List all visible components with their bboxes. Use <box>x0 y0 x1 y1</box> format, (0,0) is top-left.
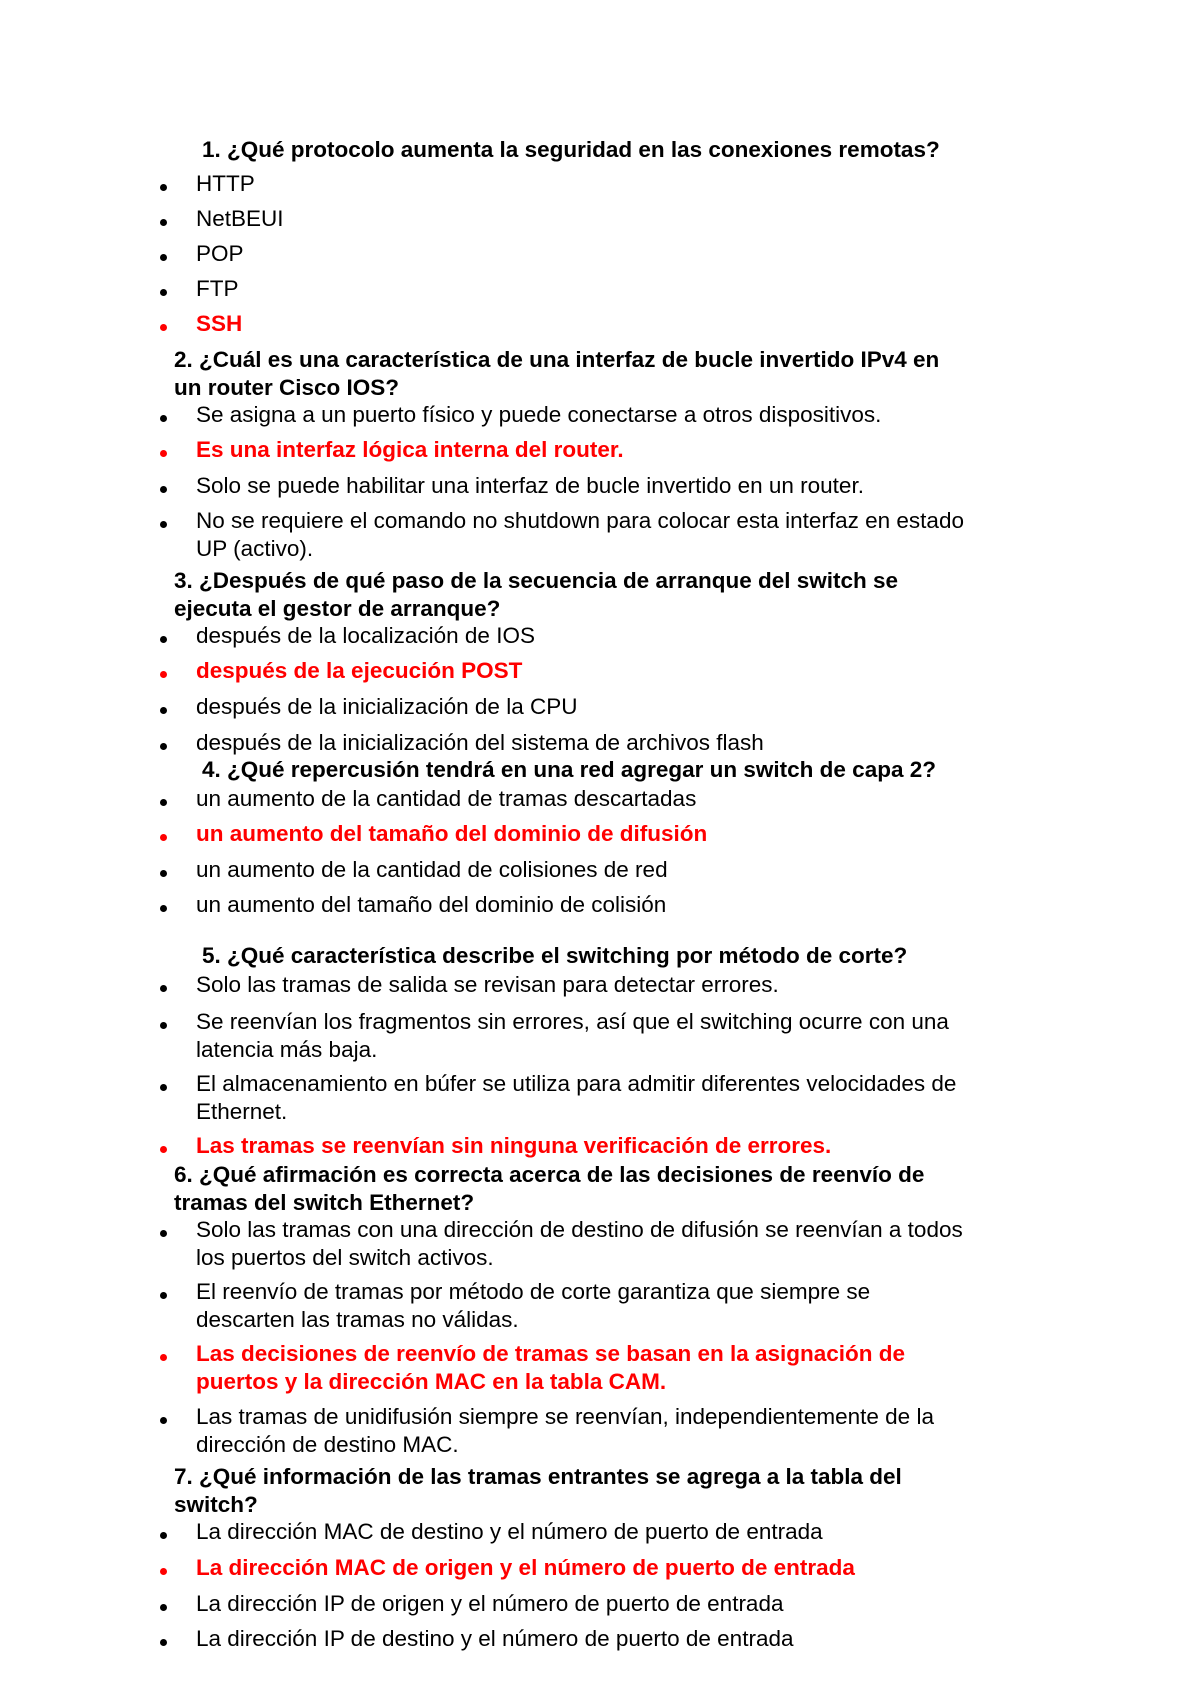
q5-option-3: El almacenamiento en búfer se utiliza para admitir diferentes velocidades de <box>196 1071 957 1096</box>
q6-option-4: Las tramas de unidifusión siempre se reenvían, independientemente de la <box>196 1404 934 1429</box>
q6-option-1: Solo las tramas con una dirección de destino de difusión se reenvían a todos <box>196 1217 963 1242</box>
q7-option-4: La dirección IP de destino y el número de puerto de entrada <box>196 1626 794 1651</box>
bullet-icon <box>160 1417 167 1424</box>
q5-option-1: Solo las tramas de salida se revisan para detectar errores. <box>196 972 779 997</box>
bullet-icon <box>160 799 167 806</box>
bullet-icon <box>160 486 167 493</box>
q1-option-1: HTTP <box>196 171 255 196</box>
q4-option-4: un aumento del tamaño del dominio de colisión <box>196 892 667 917</box>
q6-correct-answer-cont: puertos y la dirección MAC en la tabla CAM. <box>196 1369 667 1394</box>
q2-option-4-cont: UP (activo). <box>196 536 314 561</box>
bullet-icon <box>160 834 167 841</box>
bullet-icon <box>160 219 167 226</box>
q4-correct-answer: un aumento del tamaño del dominio de difusión <box>196 821 708 846</box>
q3-option-1: después de la localización de IOS <box>196 623 535 648</box>
q2-option-4: No se requiere el comando no shutdown para colocar esta interfaz en estado <box>196 508 964 533</box>
q6-correct-answer: Las decisiones de reenvío de tramas se basan en la asignación de <box>196 1341 906 1366</box>
q3-option-4: después de la inicialización del sistema de archivos flash <box>196 730 764 755</box>
bullet-icon <box>160 289 167 296</box>
question-7-title-cont: switch? <box>174 1492 258 1517</box>
q6-option-4-cont: dirección de destino MAC. <box>196 1432 459 1457</box>
question-3-title: 3. ¿Después de qué paso de la secuencia de arranque del switch se <box>174 568 899 593</box>
bullet-icon <box>160 671 167 678</box>
bullet-icon <box>160 450 167 457</box>
q1-correct-answer: SSH <box>196 311 243 336</box>
question-7-title: 7. ¿Qué información de las tramas entrantes se agrega a la tabla del <box>174 1464 902 1489</box>
bullet-icon <box>160 1022 167 1029</box>
bullet-icon <box>160 870 167 877</box>
bullet-icon <box>160 254 167 261</box>
bullet-icon <box>160 1084 167 1091</box>
bullet-icon <box>160 1532 167 1539</box>
bullet-icon <box>160 985 167 992</box>
bullet-icon <box>160 1639 167 1646</box>
bullet-icon <box>160 707 167 714</box>
bullet-icon <box>160 1354 167 1361</box>
q2-option-3: Solo se puede habilitar una interfaz de bucle invertido en un router. <box>196 473 864 498</box>
bullet-icon <box>160 1146 167 1153</box>
bullet-icon <box>160 1568 167 1575</box>
q7-correct-answer: La dirección MAC de origen y el número de puerto de entrada <box>196 1555 855 1580</box>
q6-option-1-cont: los puertos del switch activos. <box>196 1245 494 1270</box>
q5-option-3-cont: Ethernet. <box>196 1099 288 1124</box>
q1-option-3: POP <box>196 241 244 266</box>
question-2-title: 2. ¿Cuál es una característica de una interfaz de bucle invertido IPv4 en <box>174 347 940 372</box>
q6-option-2: El reenvío de tramas por método de corte garantiza que siempre se <box>196 1279 871 1304</box>
question-6-title-cont: tramas del switch Ethernet? <box>174 1190 475 1215</box>
q7-option-1: La dirección MAC de destino y el número de puerto de entrada <box>196 1519 823 1544</box>
q6-option-2-cont: descarten las tramas no válidas. <box>196 1307 519 1332</box>
q1-option-2: NetBEUI <box>196 206 284 231</box>
question-5-title: 5. ¿Qué característica describe el switching por método de corte? <box>202 943 908 968</box>
question-6-title: 6. ¿Qué afirmación es correcta acerca de las decisiones de reenvío de <box>174 1162 925 1187</box>
q3-correct-answer: después de la ejecución POST <box>196 658 523 683</box>
bullet-icon <box>160 521 167 528</box>
bullet-icon <box>160 1604 167 1611</box>
bullet-icon <box>160 1292 167 1299</box>
question-1-title: 1. ¿Qué protocolo aumenta la seguridad en las conexiones remotas? <box>202 137 940 162</box>
q2-correct-answer: Es una interfaz lógica interna del router. <box>196 437 624 462</box>
bullet-icon <box>160 1230 167 1237</box>
question-2-title-cont: un router Cisco IOS? <box>174 375 400 400</box>
q7-option-3: La dirección IP de origen y el número de puerto de entrada <box>196 1591 784 1616</box>
q5-option-2: Se reenvían los fragmentos sin errores, así que el switching ocurre con una <box>196 1009 949 1034</box>
question-4-title: 4. ¿Qué repercusión tendrá en una red agregar un switch de capa 2? <box>202 757 936 782</box>
bullet-icon <box>160 636 167 643</box>
question-3-title-cont: ejecuta el gestor de arranque? <box>174 596 501 621</box>
bullet-icon <box>160 415 167 422</box>
bullet-icon <box>160 743 167 750</box>
bullet-icon <box>160 184 167 191</box>
q4-option-1: un aumento de la cantidad de tramas descartadas <box>196 786 697 811</box>
bullet-icon <box>160 905 167 912</box>
q2-option-1: Se asigna a un puerto físico y puede conectarse a otros dispositivos. <box>196 402 882 427</box>
q3-option-3: después de la inicialización de la CPU <box>196 694 578 719</box>
q5-correct-answer: Las tramas se reenvían sin ninguna verificación de errores. <box>196 1133 832 1158</box>
bullet-icon <box>160 324 167 331</box>
q1-option-4: FTP <box>196 276 239 301</box>
q5-option-2-cont: latencia más baja. <box>196 1037 378 1062</box>
q4-option-3: un aumento de la cantidad de colisiones de red <box>196 857 668 882</box>
